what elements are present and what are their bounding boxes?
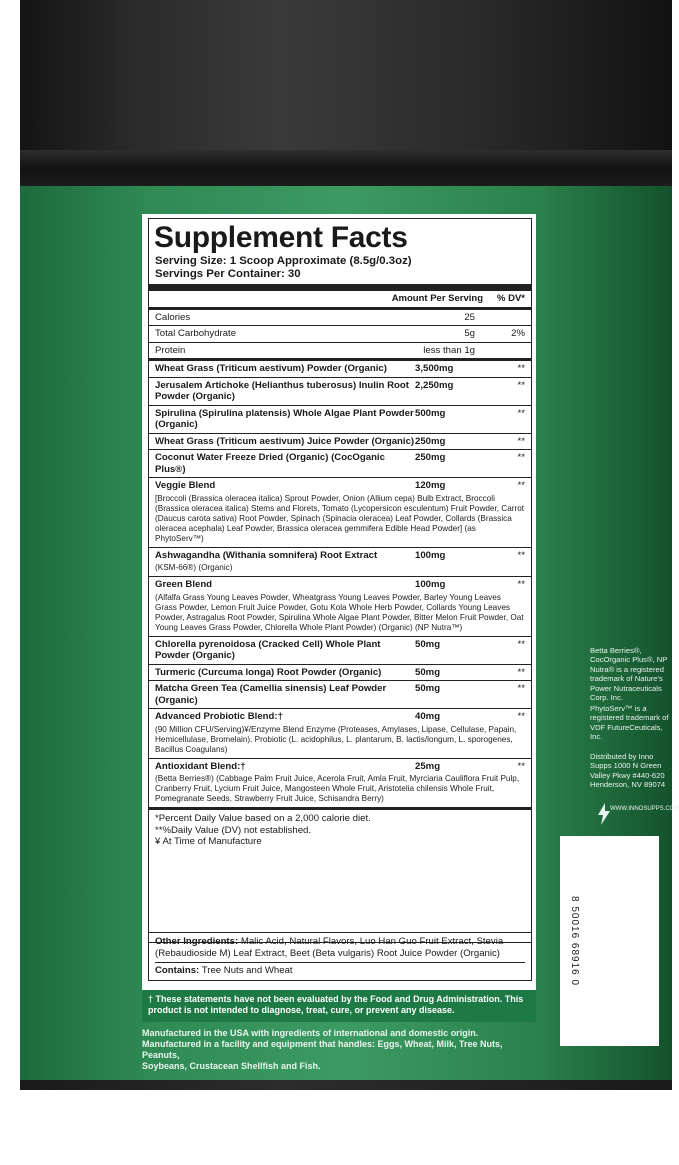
ingredient-amount: 250mg (415, 435, 446, 447)
ingredient-row (149, 708, 531, 725)
nutrient-amount: less than 1g (423, 344, 475, 356)
fda-statement: † These statements have not been evaluated by the Food and Drug Administration. This product is not intended to diagnose, treat, cure, or prevent any disease. (142, 990, 536, 1022)
ingredient-item (149, 547, 531, 577)
ingredient-item (149, 636, 531, 664)
contains-label: Contains: (155, 965, 200, 977)
ingredient-row (149, 477, 531, 494)
nutrient-dv (475, 312, 525, 324)
ingredient-name: Chlorella pyrenoidosa (Cracked Cell) Whole Plant Powder (Organic) (155, 638, 381, 661)
ingredient-dv: ** (517, 638, 525, 650)
nutrient-dv (475, 345, 525, 357)
ingredient-item (149, 664, 531, 681)
ingredient-name: Turmeric (Curcuma longa) Root Powder (Organic) (155, 666, 382, 678)
ingredient-row (149, 636, 531, 664)
background-floor (0, 1090, 679, 1165)
ingredient-dv: ** (517, 363, 525, 374)
ingredient-name: Spirulina (Spirulina platensis) Whole Algae Plant Powder (Organic) (155, 407, 414, 430)
thick-divider (149, 284, 531, 291)
trademark-text-2: PhytoServ™ is a registered trademark of VDF FutureCeuticals, Inc. (590, 704, 669, 742)
amount-header: Amount Per Serving (391, 293, 484, 304)
servings-per-container: Servings Per Container: 30 (155, 268, 301, 280)
nutrient-dv: 2% (511, 328, 525, 339)
mfg-line-2: Manufactured in a facility and equipment that handles: Eggs, Wheat, Milk, Tree Nuts, Peanuts, (142, 1039, 503, 1060)
ingredient-item (149, 477, 531, 547)
website-url: WWW.INNOSUPPS.COM (610, 806, 679, 812)
ingredient-row (149, 758, 531, 775)
ingredient-dv: ** (517, 435, 525, 447)
ingredient-subtext: (90 Million CFU/Serving)¥/Enzyme Blend Enzyme (Proteases, Amylases, Lipase, Cellulase, Papain, Hemicellulase, Bromelain). Probiotic (L. acidophilus, L. plantarum, B. lactis/longum, L. sporogenes, Bacillus Coagulans) (155, 724, 517, 754)
ingredient-name: Wheat Grass (Triticum aestivum) Powder (Organic) (155, 363, 387, 374)
ingredient-dv: ** (517, 666, 525, 678)
nutrient-amount: 25 (464, 311, 475, 323)
ingredient-amount: 50mg (415, 638, 441, 650)
ingredient-dv: ** (517, 452, 525, 463)
ingredient-row (149, 664, 531, 681)
ingredient-item (149, 433, 531, 450)
supplement-facts-table (148, 218, 532, 943)
nutrient-amount: 5g (464, 328, 475, 339)
ingredient-amount: 120mg (415, 480, 446, 491)
ingredient-item (149, 708, 531, 758)
mfg-line-3: Soybeans, Crustacean Shellfish and Fish. (142, 1061, 321, 1071)
ingredient-subtext: (Alfalfa Grass Young Leaves Powder, Wheatgrass Young Leaves Powder, Barley Young Leaves Grass Powder, Lemon Fruit Juice Powder, Gotu Kola Whole Herb Powder, Collards Young Leaves Powder, Astragalus Root Powder, Spirulina Whole Algae Plant Powder, Bitter Melon Fruit Powder, Oat Young Leaves Grass Powder, Chlorella Whole Plant Powder) (Organic) (NP Nutra™) (155, 592, 524, 632)
serving-size: Serving Size: 1 Scoop Approximate (8.5g/0.3oz) (155, 255, 412, 267)
facts-title: Supplement Facts (154, 221, 408, 254)
footnote-dv: *Percent Daily Value based on a 2,000 calorie diet. (155, 813, 371, 824)
ingredient-item (149, 576, 531, 636)
ingredient-amount: 250mg (415, 452, 446, 463)
ingredient-row (149, 377, 531, 405)
ingredient-subtext: (Betta Berries®) (Cabbage Palm Fruit Juice, Acerola Fruit, Amla Fruit, Myrciaria Cauliflora Fruit Pulp, Cranberry Fruit, Lycium Fruit Juice, Mangosteen Whole Fruit, Aristotelia chilensis Whole Fruit, Pomegranate Seeds, Strawberry Fruit Juice, Schisandra Berry) (155, 774, 520, 803)
ingredient-amount: 500mg (415, 407, 446, 419)
manufacturing-info (142, 1028, 542, 1072)
ingredient-name: Ashwagandha (Withania somnifera) Root Extract (155, 549, 378, 561)
ingredient-dv: ** (517, 549, 525, 561)
ingredient-dv: ** (517, 711, 525, 722)
dv-header: % DV* (497, 293, 525, 304)
ingredient-amount: 40mg (415, 711, 441, 722)
ingredient-name: Advanced Probiotic Blend:† (155, 711, 283, 722)
ingredient-name: Coconut Water Freeze Dried (Organic) (CocOganic Plus®) (155, 452, 385, 475)
nutrient-row (149, 325, 531, 342)
ingredient-item (149, 405, 531, 433)
mfg-line-1: Manufactured in the USA with ingredients of international and domestic origin. (142, 1028, 479, 1038)
jar-lid (20, 0, 672, 170)
ingredient-dv: ** (517, 407, 525, 419)
ingredient-name: Green Blend (155, 579, 213, 590)
distributor-text: Distributed by Inno Supps 1000 N Green Valley Pkwy #440-620 Henderson, NV 89074 (590, 752, 666, 790)
ingredient-row (149, 449, 531, 477)
ingredient-item (149, 680, 531, 708)
barcode-number: 8 50016 68916 0 (569, 895, 580, 987)
ingredient-amount: 3,500mg (415, 363, 454, 374)
ingredient-amount: 50mg (415, 683, 441, 694)
ingredient-row (149, 433, 531, 450)
nutrient-row (149, 310, 531, 326)
ingredient-name: Antioxidant Blend:† (155, 760, 246, 772)
footnote-manufacture: ¥ At Time of Manufacture (155, 836, 262, 847)
ingredient-dv: ** (517, 760, 525, 772)
ingredient-name: Matcha Green Tea (Camellia sinensis) Leaf Powder (Organic) (155, 683, 387, 706)
ingredient-amount: 100mg (415, 549, 446, 561)
nutrient-name: Protein (155, 344, 186, 356)
ingredient-row (149, 361, 531, 377)
ingredient-dv: ** (517, 379, 525, 391)
ingredient-rows (149, 361, 531, 807)
ingredient-name: Wheat Grass (Triticum aestivum) Juice Powder (Organic) (155, 435, 415, 447)
table-header (149, 291, 531, 307)
nutrient-rows (149, 310, 531, 359)
nutrient-name: Total Carbohydrate (155, 328, 237, 339)
footnotes (149, 807, 531, 851)
trademark-text-1: Betta Berries®, CocOrganic Plus®, NP Nutra® is a registered trademark of Nature's Power Nutraceuticals Corp. Inc. (590, 646, 668, 703)
ingredient-item (149, 377, 531, 405)
other-ingredients-text: Malic Acid, Natural Flavors, Luo Han Guo Fruit Extract, Stevia (Rebaudioside M) Leaf Extract, Beet (Beta vulgaris) Root Juice Powder (Organic) (155, 936, 504, 959)
ingredient-amount: 25mg (415, 760, 441, 772)
barcode (560, 836, 659, 1046)
nutrient-row (149, 342, 531, 359)
other-ingredients-box (148, 932, 532, 981)
ingredient-amount: 50mg (415, 666, 441, 678)
ingredient-amount: 2,250mg (415, 379, 454, 391)
ingredient-row (149, 405, 531, 433)
other-ingredients-label: Other Ingredients: (155, 936, 239, 947)
ingredient-item (149, 449, 531, 477)
ingredient-row (149, 680, 531, 708)
ingredient-amount: 100mg (415, 579, 446, 590)
nutrient-name: Calories (155, 311, 191, 323)
ingredient-row (149, 576, 531, 593)
ingredient-subtext: (KSM-66®) (Organic) (155, 563, 233, 572)
other-ingredients (155, 936, 525, 959)
contains-line (155, 962, 525, 977)
footnote-not-established: **%Daily Value (DV) not established. (155, 824, 312, 836)
ingredient-subtext: [Broccoli (Brassica oleracea italica) Sprout Powder, Onion (Allium cepa) Bulb Extract, Broccoli (Brassica oleracea italica) Stems and Florets, Tomato (Lycopersicon esculentum) Fruit Powder, Carrot (Daucus carota sativa) Root Powder, Spinach (Spinacia oleracea) Leaf Powder, Collards (Brassica oleracea acephala) Leaf Powder, Brassica oleracea gemmifera Edible Head Powder] (as PhytoServ™) (155, 493, 525, 543)
ingredient-dv: ** (517, 683, 525, 694)
ingredient-dv: ** (517, 579, 525, 590)
ingredient-name: Jerusalem Artichoke (Helianthus tuberosus) Inulin Root Powder (Organic) (155, 379, 409, 402)
ingredient-row (149, 547, 531, 564)
ingredient-item (149, 758, 531, 808)
ingredient-dv: ** (517, 480, 525, 491)
contains-text: Tree Nuts and Wheat (201, 965, 293, 977)
ingredient-item (149, 361, 531, 377)
ingredient-name: Veggie Blend (155, 480, 216, 491)
